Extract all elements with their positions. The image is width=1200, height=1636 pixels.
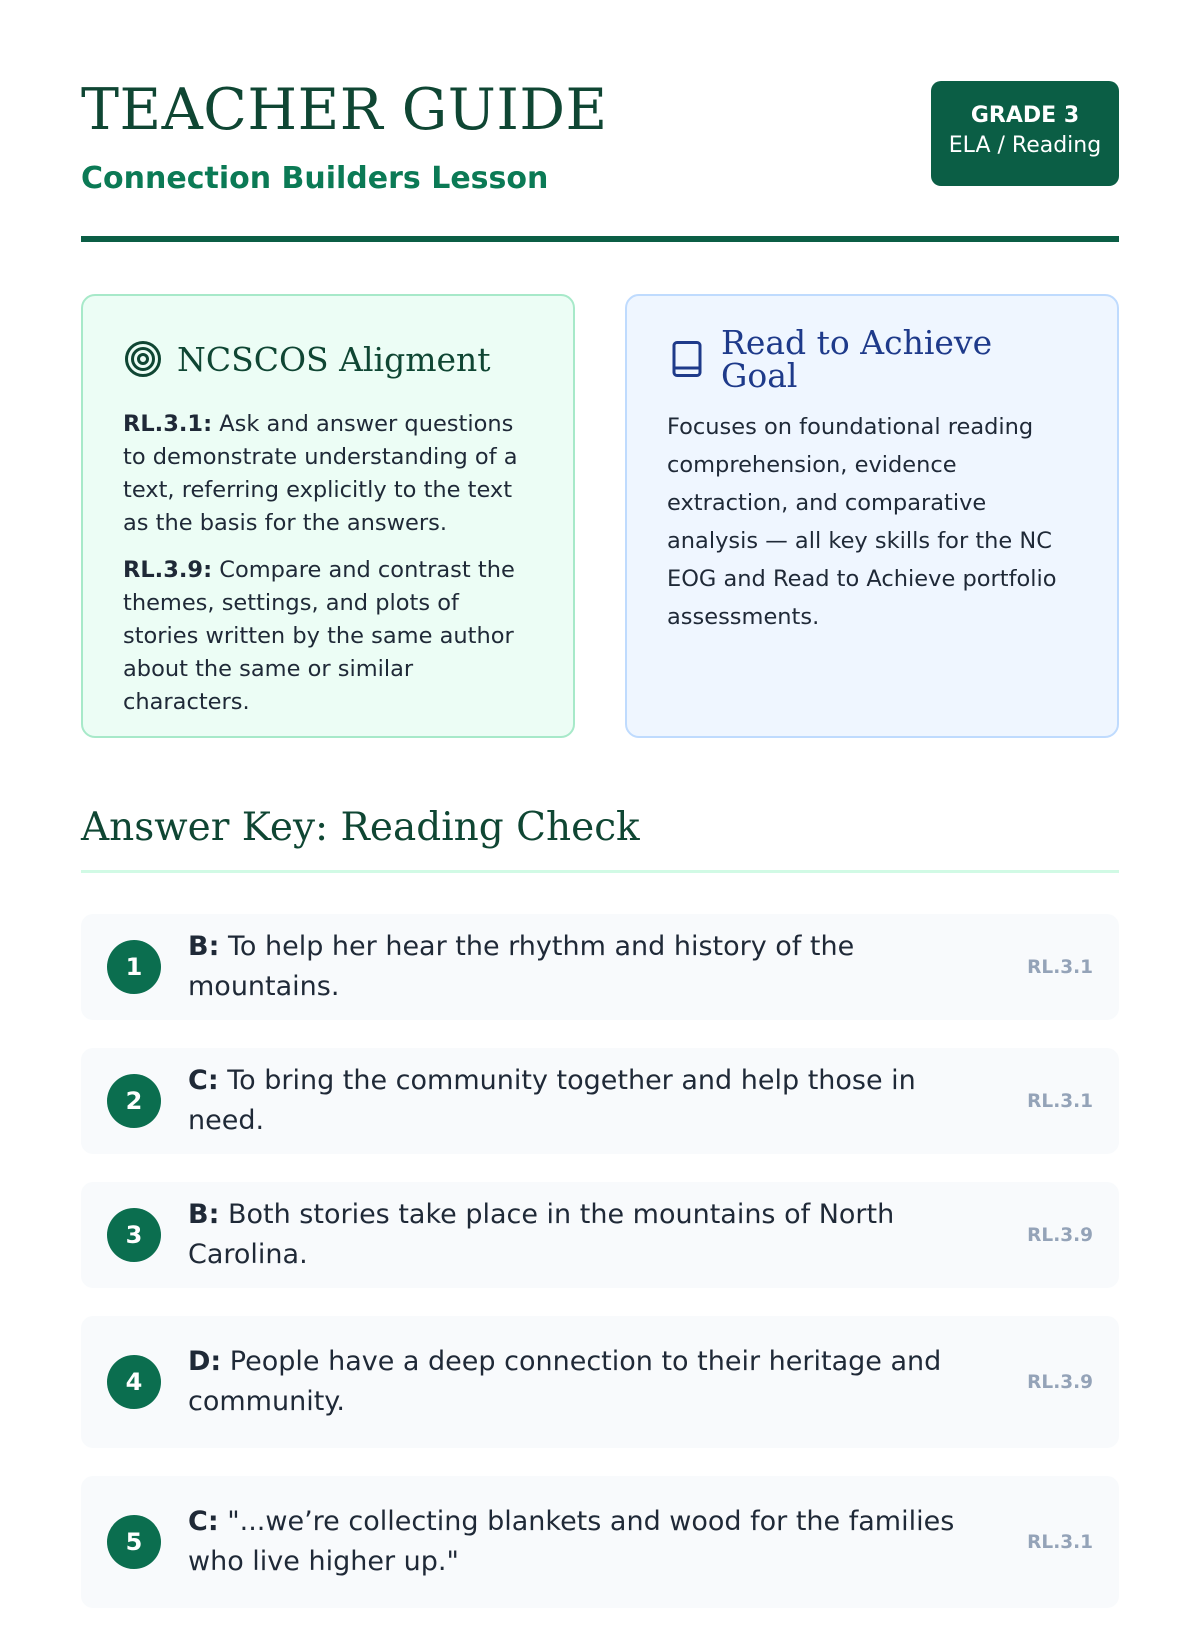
grade-badge <box>931 81 1119 186</box>
answer-letter: B: <box>188 1199 220 1230</box>
answer-body: Both stories take place in the mountains of North Carolina. <box>188 1199 895 1270</box>
question-number-badge: 2 <box>107 1074 161 1128</box>
question-number-badge: 5 <box>107 1515 161 1569</box>
alignment-card-title: NCSCOS Aligment <box>177 339 491 379</box>
answer-text <box>188 1195 1027 1275</box>
alignment-card <box>81 294 575 738</box>
answer-item <box>81 1048 1119 1154</box>
grade-label: GRADE 3 <box>970 103 1080 128</box>
answer-letter: B: <box>188 931 220 962</box>
goal-card-title: Read to Achieve Goal <box>721 323 993 395</box>
page-subtitle: Connection Builders Lesson <box>81 161 549 196</box>
standard-text: Ask and answer questions to demonstrate understanding of a text, referring explicitly to the text as the basis for the answers. <box>123 411 518 536</box>
answer-body: To help her hear the rhythm and history of the mountains. <box>188 931 855 1002</box>
alignment-card-header <box>123 336 533 382</box>
answer-letter: C: <box>188 1506 219 1537</box>
answer-body: "...we’re collecting blankets and wood for the families who live higher up." <box>188 1506 955 1577</box>
book-icon <box>667 339 707 379</box>
standard-code: RL.3.9: <box>123 557 213 583</box>
answer-item <box>81 1476 1119 1608</box>
answer-item <box>81 914 1119 1020</box>
answer-list <box>81 914 1119 1636</box>
subject-label: ELA / Reading <box>948 133 1102 159</box>
answer-body: To bring the community together and help those in need. <box>188 1065 916 1136</box>
standard-item <box>123 554 533 719</box>
answer-body: People have a deep connection to their heritage and community. <box>188 1346 942 1417</box>
section-divider <box>81 870 1119 873</box>
answer-letter: D: <box>188 1346 222 1377</box>
answer-item <box>81 1182 1119 1288</box>
answer-standard-tag: RL.3.1 <box>1027 1090 1093 1112</box>
question-number-badge: 3 <box>107 1208 161 1262</box>
answer-standard-tag: RL.3.9 <box>1027 1371 1093 1393</box>
question-number-badge: 1 <box>107 940 161 994</box>
answer-key-title: Answer Key: Reading Check <box>81 805 640 850</box>
standard-item <box>123 408 533 540</box>
answer-text <box>188 1502 1027 1582</box>
answer-letter: C: <box>188 1065 219 1096</box>
goal-card <box>625 294 1119 738</box>
standard-code: RL.3.1: <box>123 411 213 437</box>
info-cards <box>81 294 1119 738</box>
goal-card-header <box>667 323 1077 395</box>
answer-text <box>188 927 1027 1007</box>
page-header <box>81 0 1119 242</box>
question-number-badge: 4 <box>107 1355 161 1409</box>
answer-text <box>188 1342 1027 1422</box>
answer-standard-tag: RL.3.1 <box>1027 956 1093 978</box>
answer-standard-tag: RL.3.1 <box>1027 1531 1093 1553</box>
goal-description: Focuses on foundational reading comprehension, evidence extraction, and comparative analysis — all key skills for the NC EOG and Read to Achieve portfolio assessments. <box>667 414 1057 630</box>
target-icon <box>123 339 163 379</box>
page-title: TEACHER GUIDE <box>81 77 608 143</box>
standard-text: Compare and contrast the themes, settings, and plots of stories written by the same author about the same or similar characters. <box>123 557 515 715</box>
answer-standard-tag: RL.3.9 <box>1027 1224 1093 1246</box>
answer-item <box>81 1316 1119 1448</box>
answer-text <box>188 1061 1027 1141</box>
